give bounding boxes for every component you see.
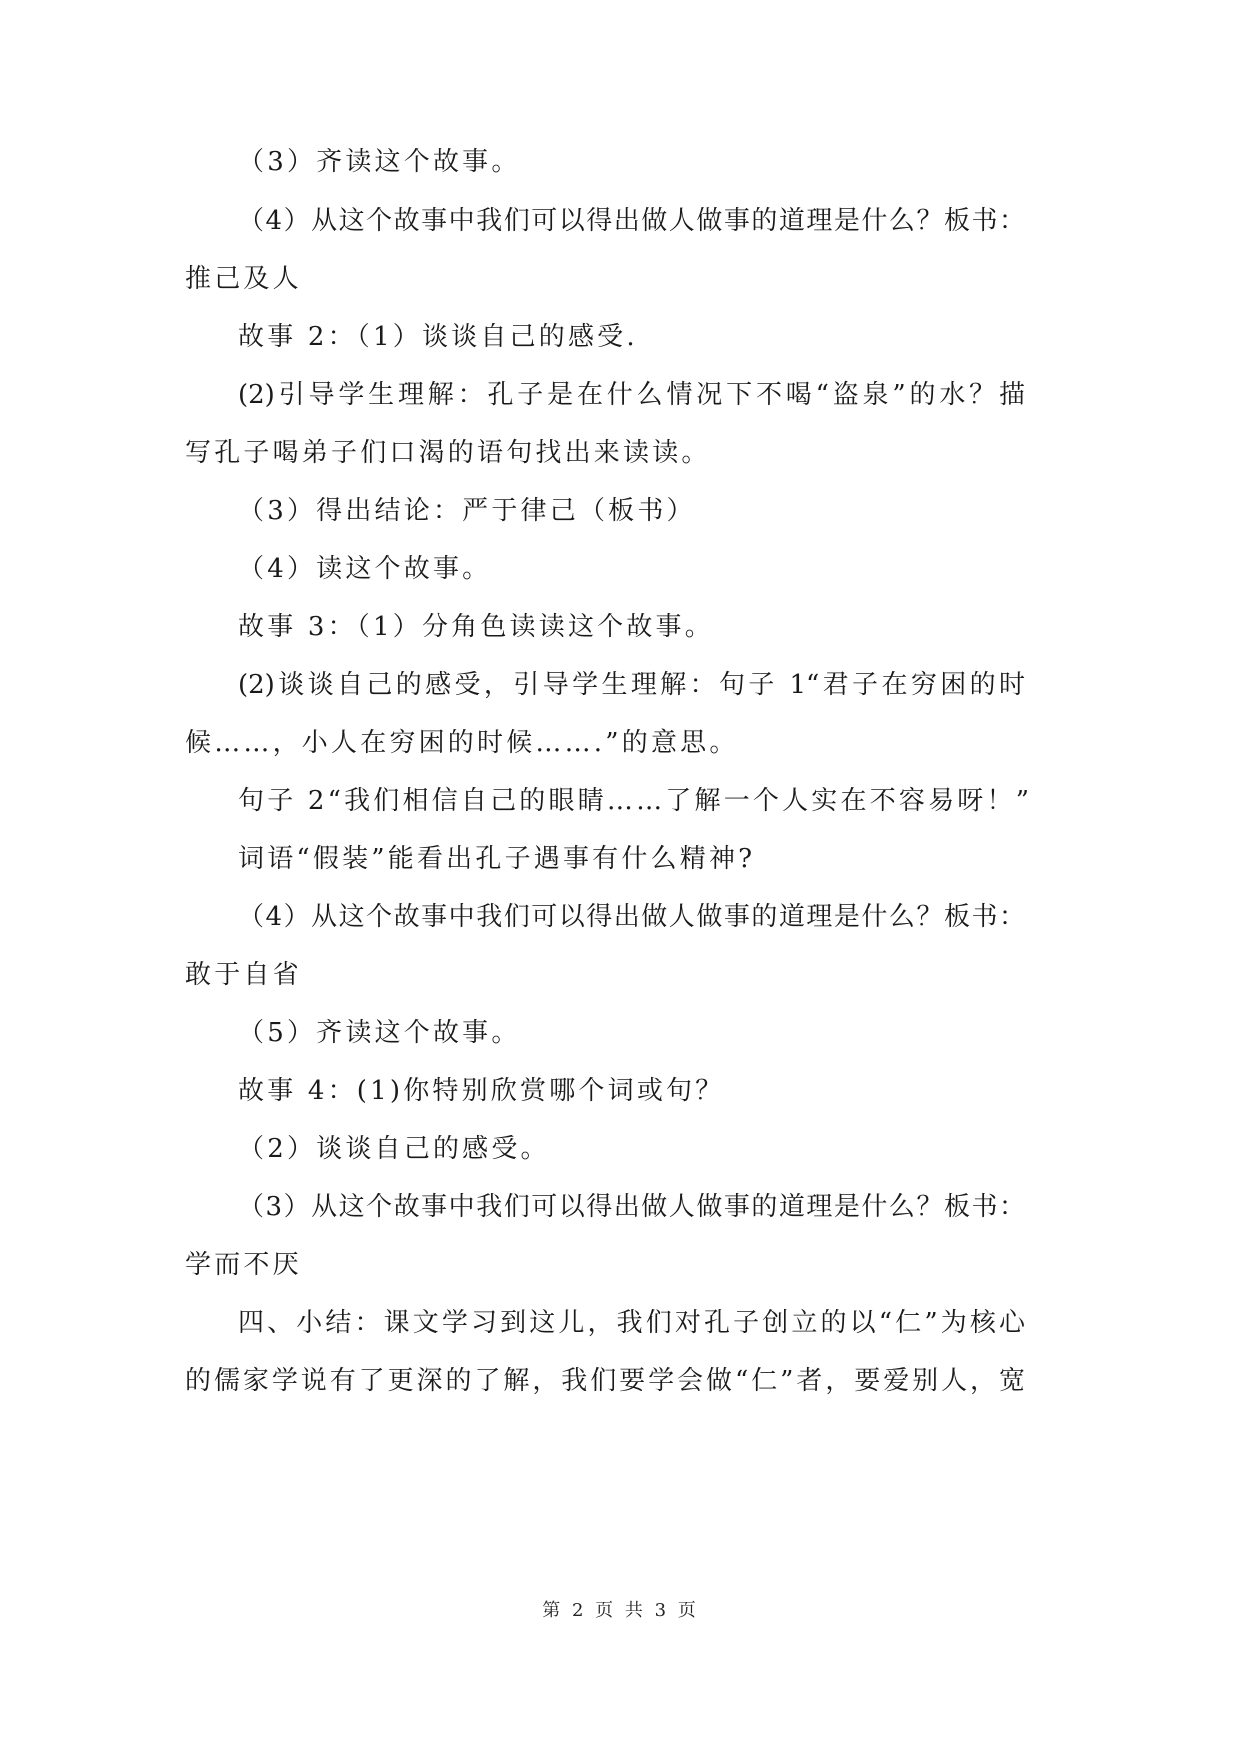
paragraph-line: 故事 4：(1)你特别欣赏哪个词或句？ (238, 1076, 725, 1106)
paragraph-line: （4）读这个故事。 (238, 554, 492, 584)
paragraph-line: 故事 2：（1）谈谈自己的感受. (238, 322, 638, 352)
paragraph-line: （4）从这个故事中我们可以得出做人做事的道理是什么？板书： (238, 206, 1025, 236)
paragraph-line: (2)引导学生理解：孔子是在什么情况下不喝“盗泉”的水？描 (238, 380, 1025, 410)
paragraph-line: 写孔子喝弟子们口渴的语句找出来读读。 (185, 438, 711, 468)
paragraph-line: 敢于自省 (185, 960, 302, 990)
paragraph-line: （4）从这个故事中我们可以得出做人做事的道理是什么？板书： (238, 902, 1025, 932)
page-footer: 第 2 页 共 3 页 (542, 1600, 699, 1621)
paragraph-line: （3）从这个故事中我们可以得出做人做事的道理是什么？板书： (238, 1192, 1025, 1222)
paragraph-line: 学而不厌 (185, 1250, 302, 1280)
paragraph-line: (2)谈谈自己的感受，引导学生理解：句子 1“君子在穷困的时 (238, 670, 1025, 700)
paragraph-line: （3）得出结论：严于律己（板书） (238, 496, 696, 526)
paragraph-line: 的儒家学说有了更深的了解，我们要学会做“仁”者，要爱别人，宽 (185, 1366, 1025, 1396)
paragraph-line: 候……，小人在穷困的时候…….”的意思。 (185, 728, 739, 758)
paragraph-line: 故事 3：（1）分角色读读这个故事。 (238, 612, 714, 642)
paragraph-line: （3）齐读这个故事。 (238, 147, 521, 177)
paragraph-line: 四、小结：课文学习到这儿，我们对孔子创立的以“仁”为核心 (238, 1308, 1025, 1338)
paragraph-line: 句子 2“我们相信自己的眼睛……了解一个人实在不容易呀！” (238, 786, 1033, 816)
paragraph-line: 词语“假装”能看出孔子遇事有什么精神? (238, 844, 756, 874)
paragraph-line: 推己及人 (185, 264, 302, 294)
paragraph-line: （2）谈谈自己的感受。 (238, 1134, 550, 1164)
paragraph-line: （5）齐读这个故事。 (238, 1018, 521, 1048)
